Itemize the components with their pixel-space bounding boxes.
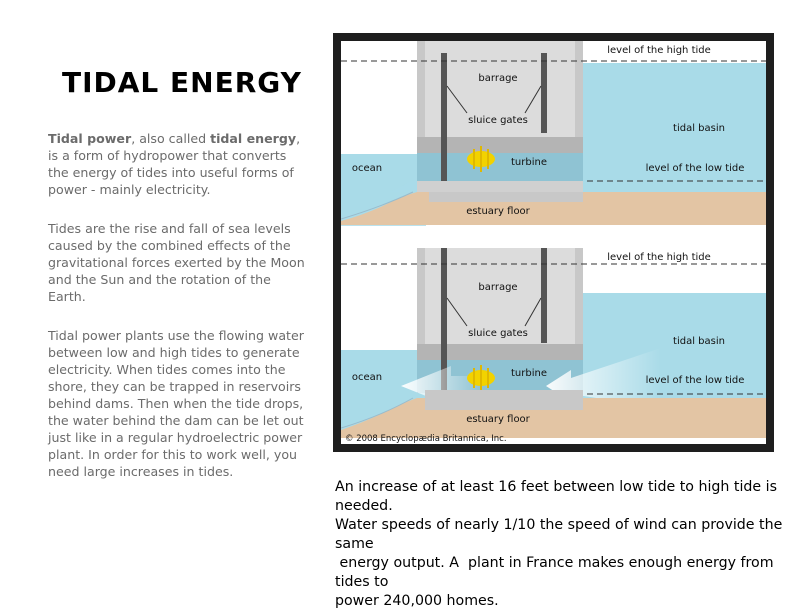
label-barrage: barrage [478, 73, 518, 84]
bottom-line: tides to [335, 574, 389, 590]
label-tidal-basin: tidal basin [673, 336, 725, 347]
bottom-line: needed. [335, 498, 393, 514]
term-tidal-power: Tidal power [48, 131, 132, 146]
label-sluice-gates: sluice gates [468, 115, 528, 126]
label-low-tide: level of the low tide [645, 375, 745, 386]
label-turbine: turbine [511, 157, 547, 168]
label-tidal-basin: tidal basin [673, 123, 725, 134]
label-low-tide: level of the low tide [645, 163, 745, 174]
diagram-panel-2 [341, 248, 766, 438]
bottom-text-block [335, 478, 800, 611]
term-tidal-energy: tidal energy [210, 131, 297, 146]
paragraph-plants: Tidal power plants use the flowing water between low and high tides to generate electricity. When tides comes into the shore, they can be trapped in reservoirs behind dams. Then when the tide drops, the water behind the dam can be let out just like in a regular hydroelectric power plant. In order for this to work well, you need large increases in tides. [48, 328, 304, 479]
sluice-gate-left [441, 53, 447, 183]
label-estuary-floor: estuary floor [466, 414, 530, 425]
text-fragment: , also called [131, 131, 211, 146]
copyright-caption: © 2008 Encyclopædia Britannica, Inc. [345, 434, 507, 444]
left-text-column [48, 130, 306, 502]
sluice-gate-right [541, 53, 547, 133]
label-high-tide: level of the high tide [607, 252, 711, 263]
label-ocean: ocean [351, 372, 383, 383]
bottom-line: energy output. A plant in France makes enough energy from [335, 555, 774, 571]
tidal-diagram-figure [333, 33, 774, 452]
bottom-line: power 240,000 homes. [335, 593, 499, 609]
label-barrage: barrage [478, 282, 518, 293]
diagram-panel-1 [341, 41, 766, 227]
text-fragment: , is a form of hydropower that converts the energy of tides into useful forms of power - mainly electricity. [48, 131, 301, 197]
tidal-diagram [341, 41, 766, 444]
paragraph-tides: Tides are the rise and fall of sea levels caused by the combined effects of the gravitational forces exerted by the Moon and the Sun and the rotation of the Earth. [48, 221, 305, 304]
label-ocean: ocean [351, 163, 383, 174]
bottom-line: Water speeds of nearly 1/10 the speed of wind can provide the [335, 517, 783, 533]
label-sluice-gates: sluice gates [468, 328, 528, 339]
sluice-gate-right [541, 248, 547, 343]
page-title: TIDAL ENERGY [62, 66, 302, 99]
bottom-line: same [335, 536, 374, 552]
label-high-tide: level of the high tide [607, 45, 711, 56]
label-estuary-floor: estuary floor [466, 206, 530, 217]
label-turbine: turbine [511, 368, 547, 379]
paragraph-definition [48, 130, 306, 198]
bottom-line: An increase of at least 16 feet between low tide to high tide is [335, 479, 778, 495]
